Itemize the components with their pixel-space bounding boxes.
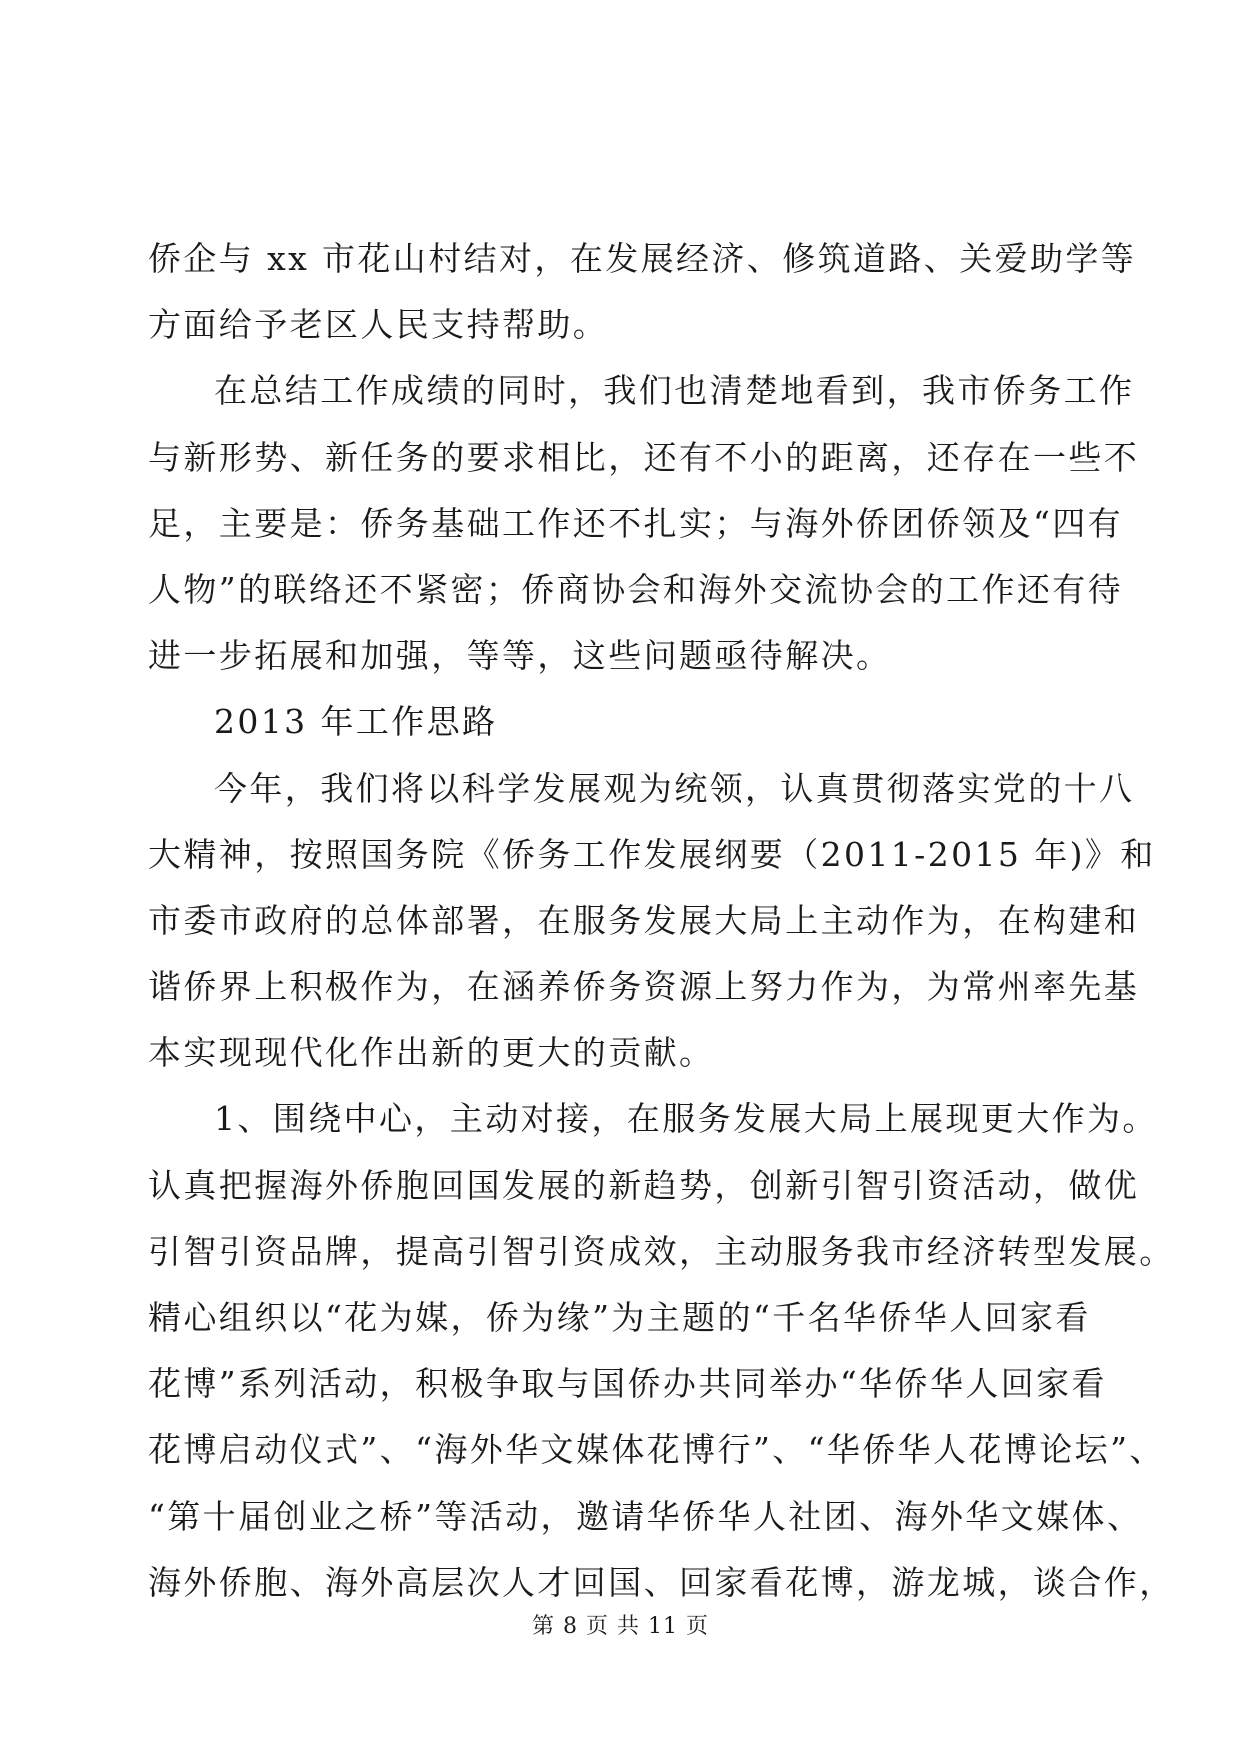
text-line: 花博启动仪式”、“海外华文媒体花博行”、“华侨华人花博论坛”、 xyxy=(148,1430,1165,1470)
text-line: “第十届创业之桥”等活动，邀请华侨华人社团、海外华文媒体、 xyxy=(148,1496,1143,1536)
page-number: 第 8 页 共 11 页 xyxy=(532,1614,709,1639)
document-body xyxy=(148,226,1175,1616)
text-line: 人物”的联络还不紧密；侨商协会和海外交流协会的工作还有待 xyxy=(148,569,1124,609)
text-line: 侨企与 xx 市花山村结对，在发展经济、修筑道路、关爱助学等 xyxy=(148,239,1137,278)
text-line: 引智引资品牌，提高引智引资成效，主动服务我市经济转型发展。 xyxy=(148,1231,1175,1271)
text-line: 海外侨胞、海外高层次人才回国、回家看花博，游龙城，谈合作， xyxy=(148,1562,1175,1602)
text-line: 花博”系列活动，积极争取与国侨办共同举办“华侨华人回家看 xyxy=(148,1364,1107,1404)
text-line: 精心组织以“花为媒，侨为缘”为主题的“千名华侨华人回家看 xyxy=(148,1298,1091,1337)
text-line: 方面给予老区人民支持帮助。 xyxy=(148,305,609,345)
text-line: 认真把握海外侨胞回国发展的新趋势，创新引智引资活动，做优 xyxy=(148,1165,1140,1205)
section-heading: 2013 年工作思路 xyxy=(214,702,498,742)
text-line: 足，主要是：侨务基础工作还不扎实；与海外侨团侨领及“四有 xyxy=(148,503,1124,543)
text-line: 今年，我们将以科学发展观为统领，认真贯彻落实党的十八 xyxy=(214,768,1135,808)
text-line: 大精神，按照国务院《侨务工作发展纲要（2011-2015 年)》和 xyxy=(148,834,1156,874)
text-line: 本实现现代化作出新的更大的贡献。 xyxy=(148,1033,715,1073)
text-line: 在总结工作成绩的同时，我们也清楚地看到，我市侨务工作 xyxy=(214,371,1135,411)
text-line: 进一步拓展和加强，等等，这些问题亟待解决。 xyxy=(148,636,892,676)
text-line: 谐侨界上积极作为，在涵养侨务资源上努力作为，为常州率先基 xyxy=(148,967,1140,1007)
text-line: 与新形势、新任务的要求相比，还有不小的距离，还存在一些不 xyxy=(148,437,1140,477)
text-line: 1、围绕中心，主动对接，在服务发展大局上展现更大作为。 xyxy=(214,1099,1158,1139)
text-line: 市委市政府的总体部署，在服务发展大局上主动作为，在构建和 xyxy=(148,900,1140,940)
